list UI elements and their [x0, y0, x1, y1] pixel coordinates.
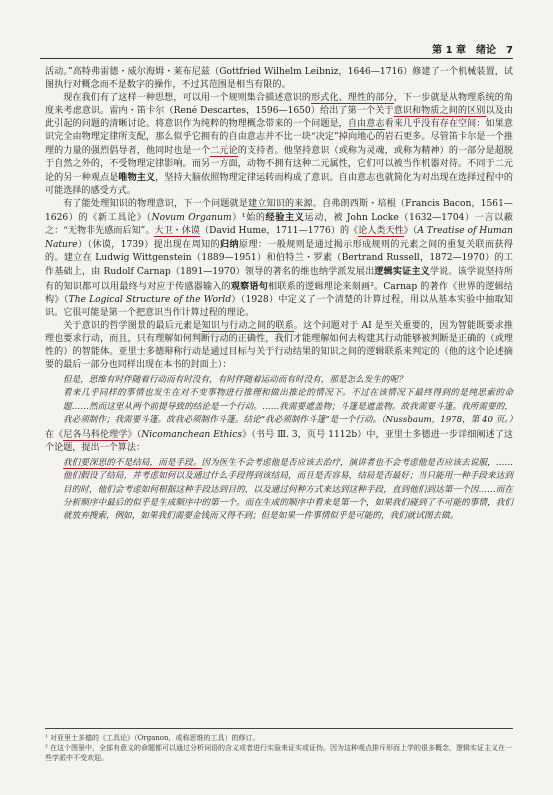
- text-run: （David Hume，1711—1776）的《: [199, 226, 359, 237]
- quote1-line-2: 看来几乎同样的事情也发生在对不变事物进行推理和做出推论的情况下。不过在该情况下最终得到的是纯思索的命题……然而这里从两个前提导致的结论是一个行动。……我需要遮盖物；斗篷是遮盖物。故我需要斗篷。我所需要的，我必须制作；我需要斗篷。故我必须制作斗篷。结论“我必须制作斗篷”是一个行动。（Nussbaum，1978，第 40 页。）: [63, 388, 518, 425]
- quote2-rest: 因为医生不会考虑他是否应该去治疗，演讲者也不会考虑他是否应该去说服，……他们假设了结局，并考虑如何以及通过什么手段得到该结局，而且是否容易，结局是否最好；当只能用一种手段来达到目的时，他们会考虑如何根据这种手段达到目的，以及通过何种方式来达到这种手段，直到他们到达第一个因……而在分析顺序中最后的似乎是生成顺序中的第一个。而在生成的顺序中看来是第一个，如果我们碰到了不可能的事情，我们就放弃搜索，例如，如果我们需要金钱而又得不到；但是如果一件事情似乎是可能的，我们就试图去做。: [63, 458, 513, 521]
- text-run: ，坚持大脑依照物理定律运转而构成了意识。自由意志也就简化为对出现在选择过程中的可能选择的感受方式。: [45, 172, 513, 196]
- text-run: The Logical Structure of the World: [68, 294, 232, 305]
- text-run: A Treatise of Human Nature: [45, 226, 513, 251]
- text-run: 归纳: [219, 239, 239, 251]
- text-run: 学说。该学说坚持所有的知识都可以用最终与对应于传感器输入的: [45, 267, 513, 292]
- footnote-2: ² 在这个图景中，全部有意义的命题都可以通过分析词语的含义或者进行实验来证实或证伪。因为这种观点排斥形而上学的很多概念，逻辑实证主义在一些学派中不受欢迎。: [45, 744, 513, 762]
- text-run: 。自弗朗西斯・培根（Francis Bacon，1561—1626）的《新工具论》（: [45, 198, 513, 224]
- quotation-block-1: [45, 374, 518, 427]
- text-run: 观察语句: [230, 280, 268, 292]
- text-run: ）¹始的: [231, 213, 266, 224]
- text-run: 。这个问题对于 AI 是至关重要的，因为智能既要求推理也要求行动，而且，只有理解如何判断行动的正确性，我们才能理解如何去构建其行动能够被判断是正确的（或理性的）的智能体。亚里士多德辩称行动是通过目标与关于行动结果的知识之间的逻辑联系来判定的（他的这个论述摘要的最后一部分也同样出现在本书的封面上）：: [45, 320, 513, 371]
- footnotes: [45, 728, 513, 763]
- text-run: 运动，被 John Locke（1632—1704）一言以蔽之：“无物非先感而后知”。: [45, 213, 513, 237]
- text-run: 关于意识的哲学图景的最后元素是: [63, 320, 202, 331]
- chapter-heading: 第 1 章 绪论 7: [432, 45, 513, 56]
- quotation-block-2: [45, 457, 513, 523]
- text-run: 二元论: [210, 145, 238, 156]
- text-run: 看来几乎没有存在空间：如果意识完全由物理定律所支配，那么似乎它拥有的自由意志并不比一块“决定”掉向地心的岩石更多。尽管笛卡尔是一个推理的力量的强烈倡导者，他同时也是一个: [45, 119, 513, 156]
- paragraph-2: [45, 92, 513, 198]
- paragraphs: [45, 66, 513, 372]
- text-run: ，下一步就是从物理系统的角度来考虑意识。雷内・笛卡尔（René Descartes，1596—1650）给出了第一个关于: [45, 93, 513, 117]
- text-run: 现在我们有了这样一种思想，可以用一个规则集合描述意识的: [63, 93, 312, 104]
- text-run: 论人类天性: [358, 226, 404, 237]
- paragraph-mid: 在《尼各马科伦理学》（Nicomanchean Ethics》（书号 Ⅲ. 3，页号 1112b）中，亚里士多德进一步详细阐述了这个论题，提出一个算法：: [45, 429, 513, 454]
- paragraph-1: [45, 66, 513, 92]
- text-run: 活动。”高特弗雷德・威尔海姆・莱布尼兹（Gottfried Wilhelm Leibniz，1646—1716）修建了一个机械装置，试图执行对概念而不是数字的操作，不过其范围是相当有限的。: [45, 67, 513, 91]
- text-run: 意识和物质之间的区别: [393, 106, 486, 117]
- text-run: 建立知识的来源: [248, 198, 313, 209]
- text-run: 》（: [403, 226, 418, 237]
- text-run: 唯物主义: [118, 171, 156, 183]
- text-run: Novum Organum: [151, 213, 232, 224]
- text-run: 相联系的逻辑理论来刻画²。Carnap 的著作《世界的逻辑结构》（: [45, 281, 513, 305]
- text-run: 逻辑实证主义: [374, 266, 430, 278]
- paragraph-3: [45, 198, 513, 320]
- quote2-lead: 我们要深思的不是结局，而是手段。: [63, 458, 202, 469]
- text-run: 有了能处理知识的物理意识，下一个问题就是: [63, 198, 249, 209]
- text-run: 的支持者。他坚持意识（或称为灵魂，或称为精神）的一部分是超脱于自然之外的，不受物理定律影响。而另一方面，动物不拥有这种二元属性，它们可以被当作机器对待。不同于二元论的另一种观点是: [45, 145, 513, 183]
- mid-prefix: 在《: [45, 429, 64, 440]
- text-run: 形式化、理性的部分: [311, 93, 394, 104]
- mid-title-en: Nicomanchean Ethics: [141, 429, 243, 440]
- mid-suffix: 》（书号 Ⅲ. 3，页号 1112b）中，亚里士多德进一步详细阐述了这个论题，提出一个算法：: [45, 429, 513, 454]
- text-run: 原理：一般规则是通过揭示形成规则的元素之间的重复关联而获得的。建立在 Ludwig Wittgenstein（1889—1951）和伯特兰・罗素（Bertrand Russell，1872—1970）的工作基础上，由 Rudolf Carnap（1891—1970）领导的著名的维也纳学派发展出: [45, 240, 513, 278]
- running-header: [40, 40, 513, 59]
- text-run: ）（1928）中定义了一个清楚的计算过程，用以从基本实验中抽取知识。它很可能是第一个把意识当作计算过程的理论。: [45, 294, 514, 318]
- paragraph-4: [45, 320, 513, 372]
- quote1-line-1: 但是，思维有时伴随着行动而有时没有，有时伴随着运动而有时没有，那是怎么发生的呢？: [63, 375, 407, 386]
- text-run: 知识与行动之间的联系: [201, 320, 294, 331]
- text-run: ）（休谟，1739）提出现在周知的: [77, 240, 220, 251]
- text-run: 大卫・休谟: [154, 226, 200, 237]
- body-text: [45, 66, 518, 525]
- text-run: 以及由此引起的问题的清晰讨论。将意识作为纯粹的物理概念带来的一个问题是，: [45, 106, 513, 130]
- text-run: 自由意志: [347, 119, 385, 130]
- footnote-1: ¹ 对亚里士多德的《工具论》（Organon，或称思维的工具）的修订。: [45, 734, 260, 742]
- mid-title-cn: 尼各马科伦理学: [63, 429, 128, 440]
- text-run: 经验主义: [265, 212, 305, 224]
